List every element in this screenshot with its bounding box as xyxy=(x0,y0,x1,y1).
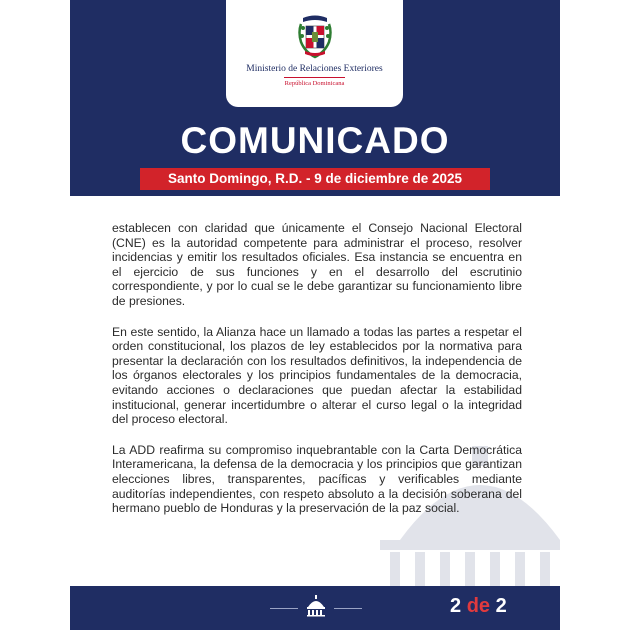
body-paragraph-1: establecen con claridad que únicamente el Consejo Nacional Electoral (CNE) es la autoridad competente para administrar el proceso, resolver incidencias y emitir los resultados oficiales. Esa instancia se encuentra en el ejercicio de sus funciones y en el desarrollo del escrutinio correspondiente, y por lo cual se le debe garantizar su funcionamiento libre de presiones. xyxy=(112,221,522,308)
body-paragraph-2: En este sentido, la Alianza hace un llamado a todas las partes a respetar el orden constitucional, los plazos de ley establecidos por la normativa para presentar la declaración con los resultados definitivos, la independencia de los órganos electorales y los principios fundamentales de la democracia, evitando acciones o declaraciones que puedan afectar la estabilidad institucional, generar incertidumbre o alterar el curso legal o la integridad del proceso electoral. xyxy=(112,324,522,427)
communique-body xyxy=(112,221,522,532)
header-band xyxy=(70,0,560,196)
date-banner: Santo Domingo, R.D. - 9 de diciembre de 2025 xyxy=(140,168,490,190)
communique-card xyxy=(70,0,560,630)
page-total: 2 xyxy=(495,595,507,617)
footer-divider-right xyxy=(334,608,362,609)
page-title: COMUNICADO xyxy=(180,120,450,161)
dome-icon xyxy=(304,593,328,617)
ministry-subtitle: República Dominicana xyxy=(284,80,345,87)
ministry-logo-box xyxy=(226,0,403,107)
body-paragraph-3: La ADD reafirma su compromiso inquebrantable con la Carta Democrática Interamericana, la defensa de la democracia y los principios que garantizan elecciones libres, transparentes, pacíficas y verificables mediante auditorías independientes, con respeto absoluto a la decisión soberana del hermano pueblo de Honduras y la preservación de la paz social. xyxy=(112,442,522,516)
page-number xyxy=(450,595,507,618)
ministry-name: Ministerio de Relaciones Exteriores xyxy=(246,64,383,74)
footer-divider-left xyxy=(270,608,298,609)
page-current: 2 xyxy=(450,595,462,617)
coat-of-arms-icon xyxy=(297,14,333,60)
footer-band xyxy=(70,586,560,630)
page-of: de xyxy=(466,595,491,617)
ministry-divider xyxy=(284,77,345,78)
